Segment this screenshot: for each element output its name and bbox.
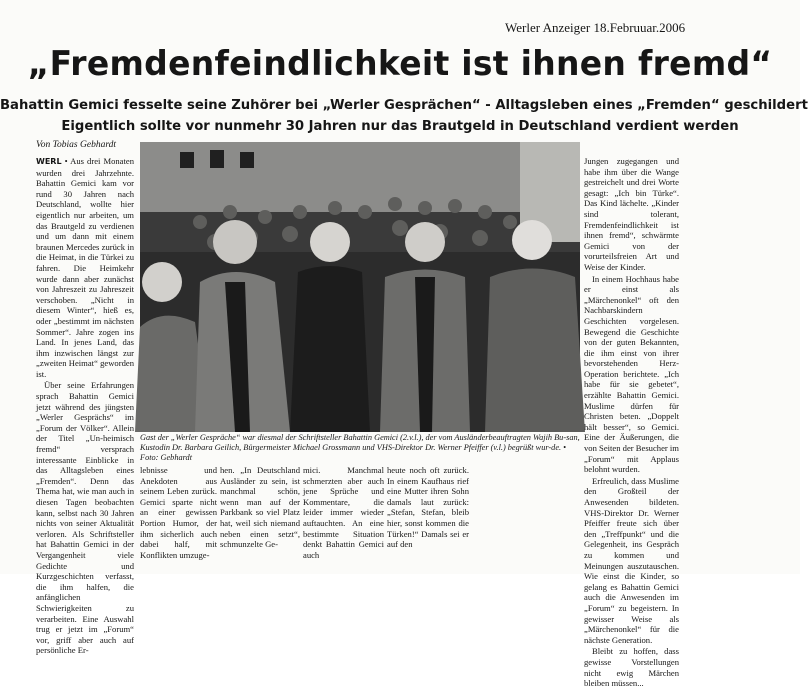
paragraph [36, 156, 134, 379]
paragraph: Über seine Erfahrungen sprach Bahattin Gemici jetzt während des jüngsten „Werler Gesprächs“ im „Forum der Völker“. Allein der Titel „Un-heimisch fremd“ versprach interessante Einblicke in das Alltagsleben eines „Fremden“. Denn das Thema hat, wie man auch in diesen Tagen beobachten kann, selbst nach 30 Jahren nichts von seiner Aktualität verloren. Als Schriftsteller hat Bahattin Gemici in der Vergangenheit viele Gedichte und Kurzgeschichten verfasst, die ihm halfen, die anfänglichen Schwierigkeiten zu verarbeiten. Eine Auswahl trug er jetzt im „Forum“ vor, griff aber auch auf persönliche Er- [36, 380, 134, 656]
paragraph: mici. Manchmal schmerzten aber auch jene Sprüche und Kommentare, die leider immer wieder auftauchten. An eine bestimmte Situation denkt Bahattin Gemici auch [303, 465, 384, 560]
paragraph: heute noch oft zurück. In einem Kaufhaus rief eine Mutter ihren Sohn damals laut zurück: „Stefan, Stefan, bleib hier, sonst kommen die Türken!“ Damals sei er auf den [387, 465, 469, 550]
article-column-2 [140, 465, 217, 565]
paragraph: Jungen zugegangen und habe ihm über die Wange gestreichelt und drei Worte gesagt: „Ich bin Türke“. Das Kind lächelte. „Kinder sind tolerant, Fremdenfeindlichkeit ist ihnen fremd“, schwärmte Gemici von der vorurteilsfreien Art und Weise der Kinder. [584, 156, 679, 272]
paragraph: Erfreulich, dass Muslime den Großteil der Anwesenden bildeten. VHS-Direktor Dr. Werner Pfeiffer freute sich über den „Treffpunkt“ und die Gelegenheit, ins Gespräch zu kommen und Meinungen auszutauschen. Wie einst die Kinder, so gelang es Bahattin Gemici auch die Anwesenden im „Forum“ zu begeistern. In gewisser Weise als „Märchenonkel“ für die nächste Generation. [584, 475, 679, 645]
byline: Von Tobias Gebhardt [36, 140, 117, 150]
paragraph-text: • Aus drei Monaten wurden drei Jahrzehnte. Bahattin Gemici kam vor rund 30 Jahren nach Deutschland, wollte hier eigentlich nur arbeiten, um das Brautgeld zu verdienen und um dann mit einem braunen Mercedes zurück in die Heimat, in die Türkei zu fahren. Die Heimkehr wurde dann aber zunächst von Jahreszeit zu Jahreszeit verschoben. „Nicht in diesem Winter“, hieß es, oder „bestimmt im nächsten Sommer“. Jahre zogen ins Land. In jenes Land, das ihm inzwischen längst zur „zweiten Heimat“ geworden ist. [36, 156, 134, 379]
article-column-3 [220, 465, 300, 565]
article-column-1 [36, 156, 134, 656]
paragraph: Bleibt zu hoffen, dass gewisse Vorstellungen nicht ewig Märchen bleiben müssen... [584, 646, 679, 689]
paragraph: In einem Hochhaus habe er einst als „Märchenonkel“ oft den Nachbarskindern Geschichten vorgelesen. Bewegend die Geschichte von der guten Bekannten, die ihm einst von ihrer bevorstehenden Herz-Operation berichtete. „Ich habe für sie gebetet“, erzählte Bahattin Gemici. Muslime dürfen für Christen beten. „Doppelt hält besser“, so Gemici. Eine der Äußerungen, die von Seiten der Besucher im „Forum“ mit Applaus belohnt wurden. [584, 273, 679, 475]
subheadline-2: Eigentlich sollte vor nunmehr 30 Jahren nur das Brautgeld in Deutschland verdient werden [61, 119, 739, 134]
headline: „Fremdenfeindlichkeit ist ihnen fremd“ [27, 44, 773, 84]
paragraph: hen. „In Deutschland Ausländer zu sein, ist manchmal schön, wenn man auf der Parkbank so viel Platz hat, weil sich niemand neben einen setzt“, schmunzelte Ge- [220, 465, 300, 550]
article-column-6 [584, 156, 679, 689]
dateline: WERL [36, 157, 62, 166]
photo-caption: Gast der „Werler Gespräche“ war diesmal der Schriftsteller Bahattin Gemici (2.v.l.), der vom Ausländerbeauftragten Wajih Bu-san, Kustodin Dr. Barbara Geilich, Bürgermeister Michael Grossmann und VHS-Direktor Dr. Werner Pfeiffer (v.l.) begrüßt wur-de. • Foto: Gebhardt [140, 433, 580, 462]
photo-illustration [140, 142, 580, 432]
paragraph: lebnisse und Anekdoten aus seinem Leben zurück. Gemici sparte nicht an einer gewissen Portion Humor, der ihm sicherlich auch dabei half, mit Konflikten umzuge- [140, 465, 217, 560]
article-column-4 [303, 465, 384, 565]
subheadline-1: Bahattin Gemici fesselte seine Zuhörer bei „Werler Gesprächen“ - Alltagsleben eines „Fremden“ geschildert [0, 98, 808, 113]
masthead-date: Werler Anzeiger 18.Februuar.2006 [505, 20, 686, 35]
article-photo [140, 142, 580, 432]
article-column-5 [387, 465, 469, 565]
